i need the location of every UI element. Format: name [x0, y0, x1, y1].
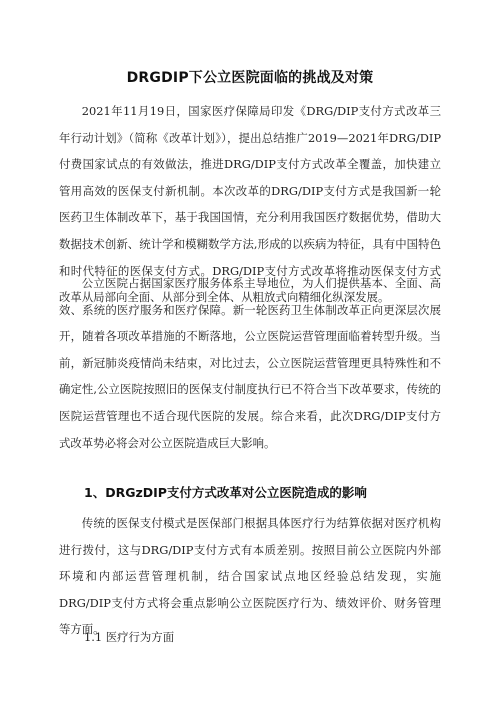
paragraph-public-hospitals: 公立医院占据国家医疗服务体系主导地位，为人们提供基本、全面、高效、系统的医疗服务和医疗保障。新一轮医药卫生体制改革正向更深层次展开，随着各项改革措施的不断落地，公立医院运营管理面临着转型升级。当前，新冠肺炎疫情尚未结束，对比过去，公立医院运营管理更具特殊性和不确定性,公立医院按照旧的医保支付制度执行已不符合当下改革要求，传统的医院运营管理也不适合现代医院的发展。综合来看，此次DRG/DIP支付方式改革势必将会对公立医院造成巨大影响。 [59, 276, 441, 450]
subsection-heading: 1.1 医疗行为方面 [84, 630, 175, 644]
paragraph-payment-model: 传统的医保支付模式是医保部门根据具体医疗行为结算依据对医疗机构进行拨付，这与DRG/DIP支付方式有本质差别。按照目前公立医院内外部环境和内部运营管理机制，结合国家试点地区经验总结发现，实施DRG/DIP支付方式将会重点影响公立医院医疗行为、绩效评价、财务管理等方面。 [59, 516, 441, 637]
paragraph-intro: 2021年11月19日，国家医疗保障局印发《DRG/DIP支付方式改革三年行动计划》（简称《改革计划》），提出总结推广2019—2021年DRG/DIP付费国家试点的有效做法，推进DRG/DIP支付方式改革全覆盖，加快建立管用高效的医保支付新机制。本次改革的DRG/DIP支付方式是我国新一轮医药卫生体制改革下，基于我国国情，充分利用我国医疗数据优势，借助大数据技术创新、统计学和模糊数学方法,形成的以疾病为特征，具有中国特色和时代特征的医保支付方式。DRG/DIP支付方式改革将推动医保支付方式改革从局部向全面、从部分到全体、从粗放式向精细化纵深发展。 [59, 104, 441, 305]
document-title: DRGDIP下公立医院面临的挑战及对策 [126, 70, 374, 86]
section-heading: 1、DRGzDIP支付方式改革对公立医院造成的影响 [84, 485, 367, 500]
